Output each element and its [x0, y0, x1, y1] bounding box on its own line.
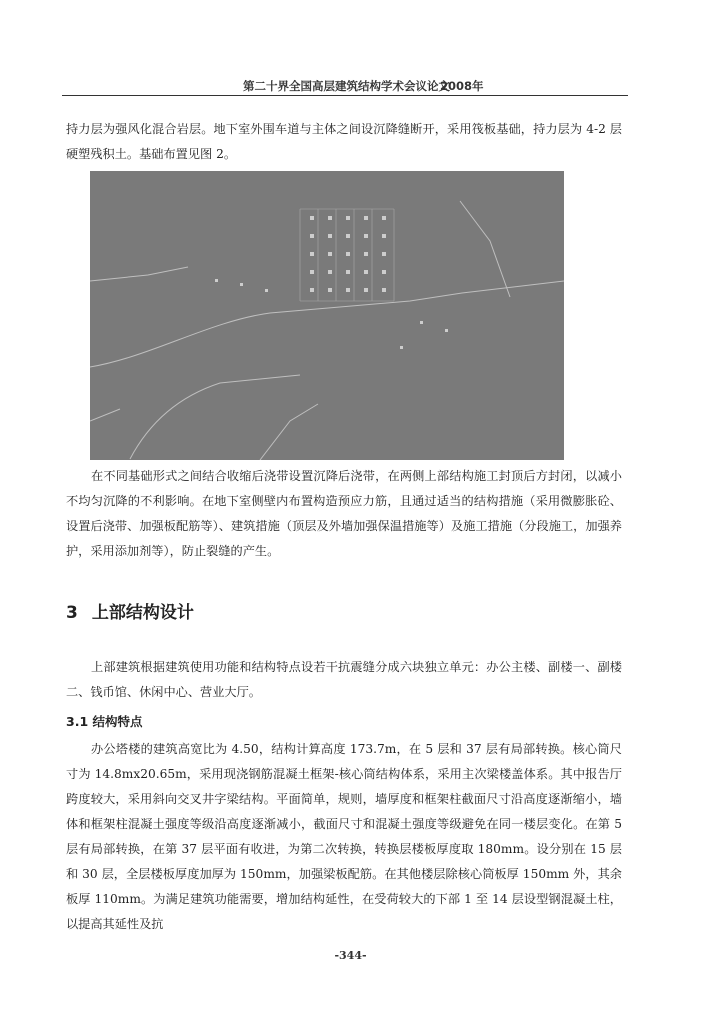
section-heading [66, 598, 194, 623]
header-journal-title: 第二十界全国高层建筑结构学术会议论文 [243, 79, 450, 93]
paragraph-seismic-joint-units: 上部建筑根据建筑使用功能和结构特点设若干抗震缝分成六块独立单元：办公主楼、副楼一、副楼二、钱币馆、休闲中心、营业大厅。 [66, 660, 622, 699]
section-number: 3 [66, 603, 78, 623]
paragraph-structural-features: 办公塔楼的建筑高宽比为 4.50，结构计算高度 173.7m，在 5 层和 37 层有局部转换。核心筒尺寸为 14.8mx20.65m，采用现浇钢筋混凝土框架-核心筒结构体系，采用主次梁楼盖体系。其中报告厅跨度较大，采用斜向交叉井字梁结构。平面简单，规则，墙厚度和框架柱截面尺寸沿高度逐渐缩小，墙体和框架柱混凝土强度等级沿高度逐渐减小，截面尺寸和混凝土强度等级避免在同一楼层变化。在第 5 层有局部转换，在第 37 层平面有收进，为第二次转换，转换层楼板厚度取 180mm。设分别在 15 层和 30 层，全层楼板厚度加厚为 150mm，加强梁板配筋。在其他楼层除核心筒板厚 150mm 外，其余板厚 110mm。为满足建筑功能需要，增加结构延性，在受荷较大的下部 1 至 14 层设型钢混凝土柱，以提高其延性及抗 [66, 742, 622, 931]
paragraph-foundation-bearing-layer: 持力层为强风化混合岩层。地下室外围车道与主体之间设沉降缝断开，采用筏板基础，持力层为 4-2 层硬塑残积土。基础布置见图 2。 [66, 122, 622, 161]
running-header [0, 78, 701, 96]
subsection-heading: 3.1 结构特点 [66, 714, 143, 729]
foundation-plan-drawing [90, 171, 564, 460]
paragraph-settlement-post-pour-strip: 在不同基础形式之间结合收缩后浇带设置沉降后浇带，在两侧上部结构施工封顶后方封闭，以减小不均匀沉降的不利影响。在地下室侧壁内布置构造预应力筋，且通过适当的结构措施（采用微膨胀砼、设置后浇带、加强板配筋等）、建筑措施（顶层及外墙加强保温措施等）及施工措施（分段施工，加强养护，采用添加剂等），防止裂缝的产生。 [66, 469, 622, 558]
header-rule [62, 95, 628, 96]
foundation-layout-figure [90, 171, 564, 460]
header-year: 2008年 [440, 79, 484, 93]
page-number: -344- [334, 949, 367, 962]
section-title: 上部结构设计 [91, 603, 194, 623]
